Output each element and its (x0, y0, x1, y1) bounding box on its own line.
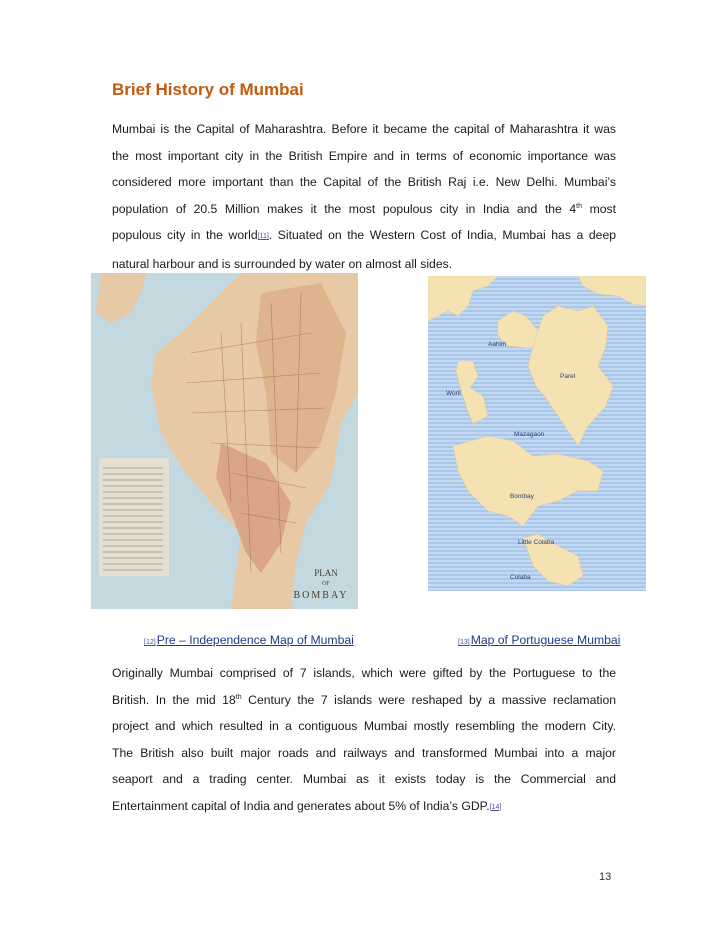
island-label: Bombay (510, 493, 534, 500)
caption-text[interactable]: Map of Portuguese Mumbai (470, 633, 621, 647)
island-label: Parel (560, 373, 576, 380)
island-label: Mazagaon (514, 431, 545, 438)
para2-line: seaport and a trading center. Mumbai as it exists today is the Commercial and (112, 772, 616, 786)
para2-line (112, 793, 616, 822)
island-label: Worli (446, 390, 461, 397)
caption-citation[interactable]: [13] (458, 639, 470, 646)
para1-line (112, 222, 616, 251)
para2-line-text: Century the 7 islands were reshaped by a massive reclamation (241, 692, 616, 707)
para1-line: Mumbai is the Capital of Maharashtra. Before it became the capital of Maharashtra it was (112, 122, 616, 136)
page-number: 13 (599, 871, 612, 883)
island-label: Aahim (488, 341, 507, 348)
island-label: Little Colaba (518, 539, 555, 546)
caption-citation[interactable]: [12] (144, 639, 156, 646)
citation-link-14[interactable]: [14] (489, 803, 502, 811)
figure-caption-2[interactable] (458, 633, 620, 647)
map1-title-line: BOMBAY (293, 590, 349, 601)
para2-line: The British also built major roads and railways and transformed Mumbai into a major (112, 745, 616, 760)
superscript-th: th (235, 693, 242, 701)
figure-caption-1[interactable] (144, 633, 354, 647)
superscript-th: th (576, 202, 582, 210)
para2-line-text: British. In the mid 18 (112, 692, 236, 707)
history-paragraph (112, 660, 616, 821)
section-heading: Brief History of Mumbai (112, 80, 304, 99)
para1-line-text: population of 20.5 Million makes it the most populous city in India and the 4 (112, 201, 577, 216)
para1-line: the most important city in the British Empire and in terms of economic importance was (112, 148, 616, 163)
para1-line: considered more important than the Capital of the British Raj i.e. New Delhi. Mumbai’s (112, 175, 616, 189)
para1-line (112, 196, 616, 223)
para2-line-text: Entertainment capital of India and generates about 5% of India’s GDP. (112, 798, 490, 813)
map1-title-line: OF (322, 581, 330, 587)
bombay-plan-map-image (91, 273, 358, 609)
para2-line (112, 687, 616, 714)
caption-text[interactable]: Pre – Independence Map of Mumbai (156, 633, 354, 647)
intro-paragraph (112, 116, 616, 277)
para1-line-text: populous city in the world (112, 228, 258, 242)
para2-line: project and which resulted in a contiguous Mumbai mostly resembling the modern City. (112, 719, 616, 733)
para2-line: Originally Mumbai comprised of 7 islands, which were gifted by the Portuguese to the (112, 666, 616, 680)
para1-line-text: . Situated on the Western Cost of India, Mumbai has a deep (268, 228, 616, 242)
para1-line: natural harbour and is surrounded by water on almost all sides. (112, 256, 453, 271)
para1-line-text: most (582, 201, 617, 216)
island-label: Colaba (510, 574, 531, 581)
map1-title-line: PLAN (314, 568, 338, 578)
portuguese-mumbai-islands-map-image (428, 276, 646, 591)
citation-link-11[interactable]: [11] (257, 233, 269, 240)
